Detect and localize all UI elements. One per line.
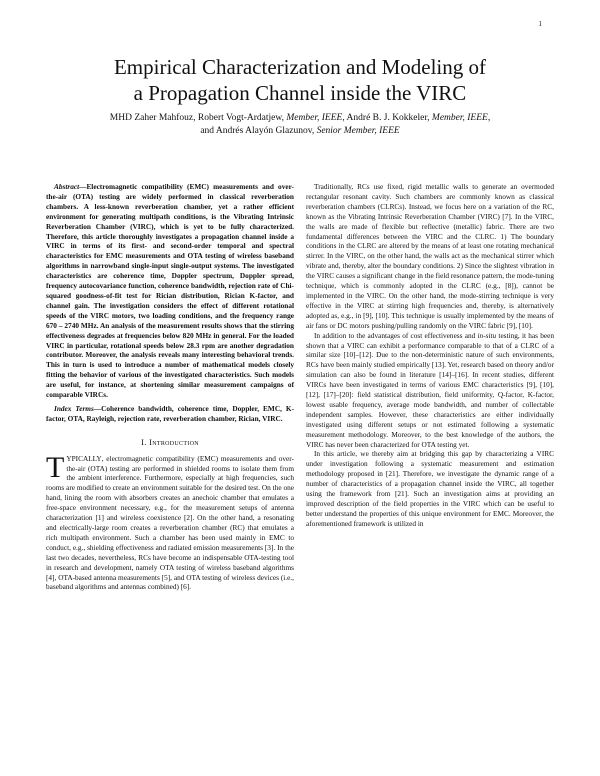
authors-line1-c: , — [487, 113, 491, 123]
index-terms-text: —Coherence bandwidth, coherence time, Doppler, EMC, K-factor, OTA, Rayleigh, rejection rate, reverberation chamber, Rician, VIRC. — [46, 403, 295, 423]
drop-cap: T — [46, 450, 65, 484]
p3-text-a: In addition to the advantages of cost effectiveness and — [314, 330, 478, 340]
author-role: Member, IEEE — [286, 113, 343, 123]
page-number: 1 — [538, 20, 542, 28]
p3-text-b: testing, it has been shown that a VIRC can exhibit a performance comparable to that of a CLRC of a similar size [10]–[12]. Due to the non-deterministic nature of such environments, RCs have been mainly studied empirically [13]. Yet, research based on theory and/or simulation can also be found in literature [14]–[16]. In recent studies, different VIRCs have been investigated in terms of various EMC characteristics [9], [10], [12], [17]–[20]: field statistical distribution, field uniformity, Q-factor, K-factor, lowest usable frequency, average mode bandwidth, and number of collectable independent samples. However, these characteristics are either individually investigated using different setups or not estimated following a systematic measurement methodology. Moreover, to the best knowledge of the authors, the VIRC has never been characterized for OTA testing yet. — [306, 330, 554, 449]
section-heading-introduction: I. Introduction — [141, 436, 199, 447]
title-line-1: Empirical Characterization and Modeling of — [113, 55, 487, 79]
abstract — [46, 182, 294, 400]
authors-line2: and Andrés Alayón Glazunov, — [200, 126, 317, 136]
authors-line1-a: MHD Zaher Mahfouz, Robert Vogt-Ardatjew, — [109, 113, 287, 123]
intro-paragraph-1 — [46, 450, 294, 593]
paper-title — [40, 54, 560, 106]
intro-paragraph-2: Traditionally, RCs use fixed, rigid metallic walls to generate an overmoded rectangular resonant cavity. Such chambers are commonly known as classical reverberation chambers (CLRCs). Instead, we focus here on a variation of the RC, known as the Vibrating Intrinsic Reverberation Chamber (VIRC) [7]. In the VIRC, the walls are made of flexible but reflective (metallic) fabric. There are two fundamental differences between the VIRC and the CLRC. 1) The boundary conditions in the CLRC are altered by the means of at least one rotating mechanical stirrer. In the VIRC, on the other hand, the walls act as the mechanical stirrer which vibrate and, thereby, alter the boundary conditions. 2) Since the slightest vibration in the VIRC causes a significant change in the field resonance pattern, the mode-tuning technique, which is commonly adopted in the CLRC (e.g., [8]), cannot be implemented in the VIRC. On the other hand, the mode-stirring technique is very effective in the VIRC at stirring high frequencies and, thereby, is alternatively adopted as, e.g., in [9], [10]. This technique is usually implemented by the means of air fans or DC motors pushing/pulling randomly on the VIRC fabric [9], [10]. — [306, 182, 554, 330]
intro-p1-text: , electromagnetic compatibility (EMC) measurements and over-the-air (OTA) testing are performed in shielded rooms to isolate them from the ambient interference. Furthermore, especially at high frequencies, such rooms are modified to create an environment suitable for the desired test. On the one hand, lining the room with absorbers creates an anechoic chamber that emulates a free-space environment necessary, e.g., for the measurement setups of antenna characterization [1] and wireless coexistence [2]. On the other hand, a resonating and electrically-large room creates a reverberation chamber (RC) that emulates a rich multipath environment. Such a chamber has been used mainly in EMC to conduct, e.g., shielding effectiveness and radiated emission measurements [3]. In the last two decades, nevertheless, RCs have become an indispensable OTA-testing tool in research and development, namely OTA testing of wireless baseband algorithms [4], OTA-based antenna measurements [5], and OTA testing of wireless devices (i.e., baseband algorithms and antennas combined) [6]. — [46, 453, 294, 592]
index-terms-lead: Index Terms — [54, 403, 94, 413]
author-role: Member, IEEE — [431, 113, 488, 123]
left-column — [46, 182, 294, 592]
intro-paragraph-3 — [306, 331, 554, 450]
abstract-text: —Electromagnetic compatibility (EMC) measurements and over-the-air (OTA) testing are widely performed in classical reverberation chambers. A less-known reverberation chamber, yet a rather efficient environment for generating multipath conditions, is the Vibrating Intrinsic Reverberation Chamber (VIRC), which is yet to be fully characterized. Therefore, this article thoroughly investigates a propagation channel inside a VIRC in terms of its first- and second-order temporal and spectral characteristics for EMC measurements and OTA testing of wireless baseband algorithms in narrowband single-input single-output systems. The investigated characteristics are coherence time, Doppler spectrum, Doppler spread, frequency autocovariance function, coherence bandwidth, rejection rate of Chi-squared goodness-of-fit test for Rician distribution, Rician K-factor, and channel gain. The investigation considers the effect of different rotational speeds of the VIRC motors, two loading conditions, and the frequency range 670 – 2740 MHz. An analysis of the measurement results shows that the stirring effectiveness degrades at frequencies below 820 MHz in general. For the loaded VIRC in particular, rotational speeds below 28.3 rpm are another degradation contributor. Moreover, the analysis reveals many interesting behavioral trends. This in turn is used to introduce a number of mathematical models closely fitting the behavior of various of the investigated characteristics. Such models are useful, for instance, at shortening similar measurement campaigns of comparable VIRCs. — [46, 182, 294, 400]
right-column — [306, 182, 554, 529]
abstract-lead: Abstract — [54, 182, 80, 191]
first-word-rest: YPICALLY — [66, 453, 102, 463]
index-terms — [46, 404, 294, 424]
authors-line1-b: , André B. J. Kokkeler, — [342, 113, 432, 123]
author-list — [50, 112, 550, 138]
p3-italic: in-situ — [477, 330, 497, 340]
author-role: Senior Member, IEEE — [316, 126, 400, 136]
title-line-2: a Propagation Channel inside the VIRC — [133, 81, 467, 105]
intro-paragraph-4: In this article, we thereby aim at bridging this gap by characterizing a VIRC under investigation following a systematic measurement and estimation methodology proposed in [21]. Therefore, we investigate the dynamic range of a number of characteristics of a propagation channel inside the VIRC, all together using the framework from [21]. Such an investigation aims at providing an improved description of the field properties in the VIRC which can be useful to better understand the properties of this unique environment for EMC. Moreover, the aforementioned framework is utilized in — [306, 449, 554, 528]
